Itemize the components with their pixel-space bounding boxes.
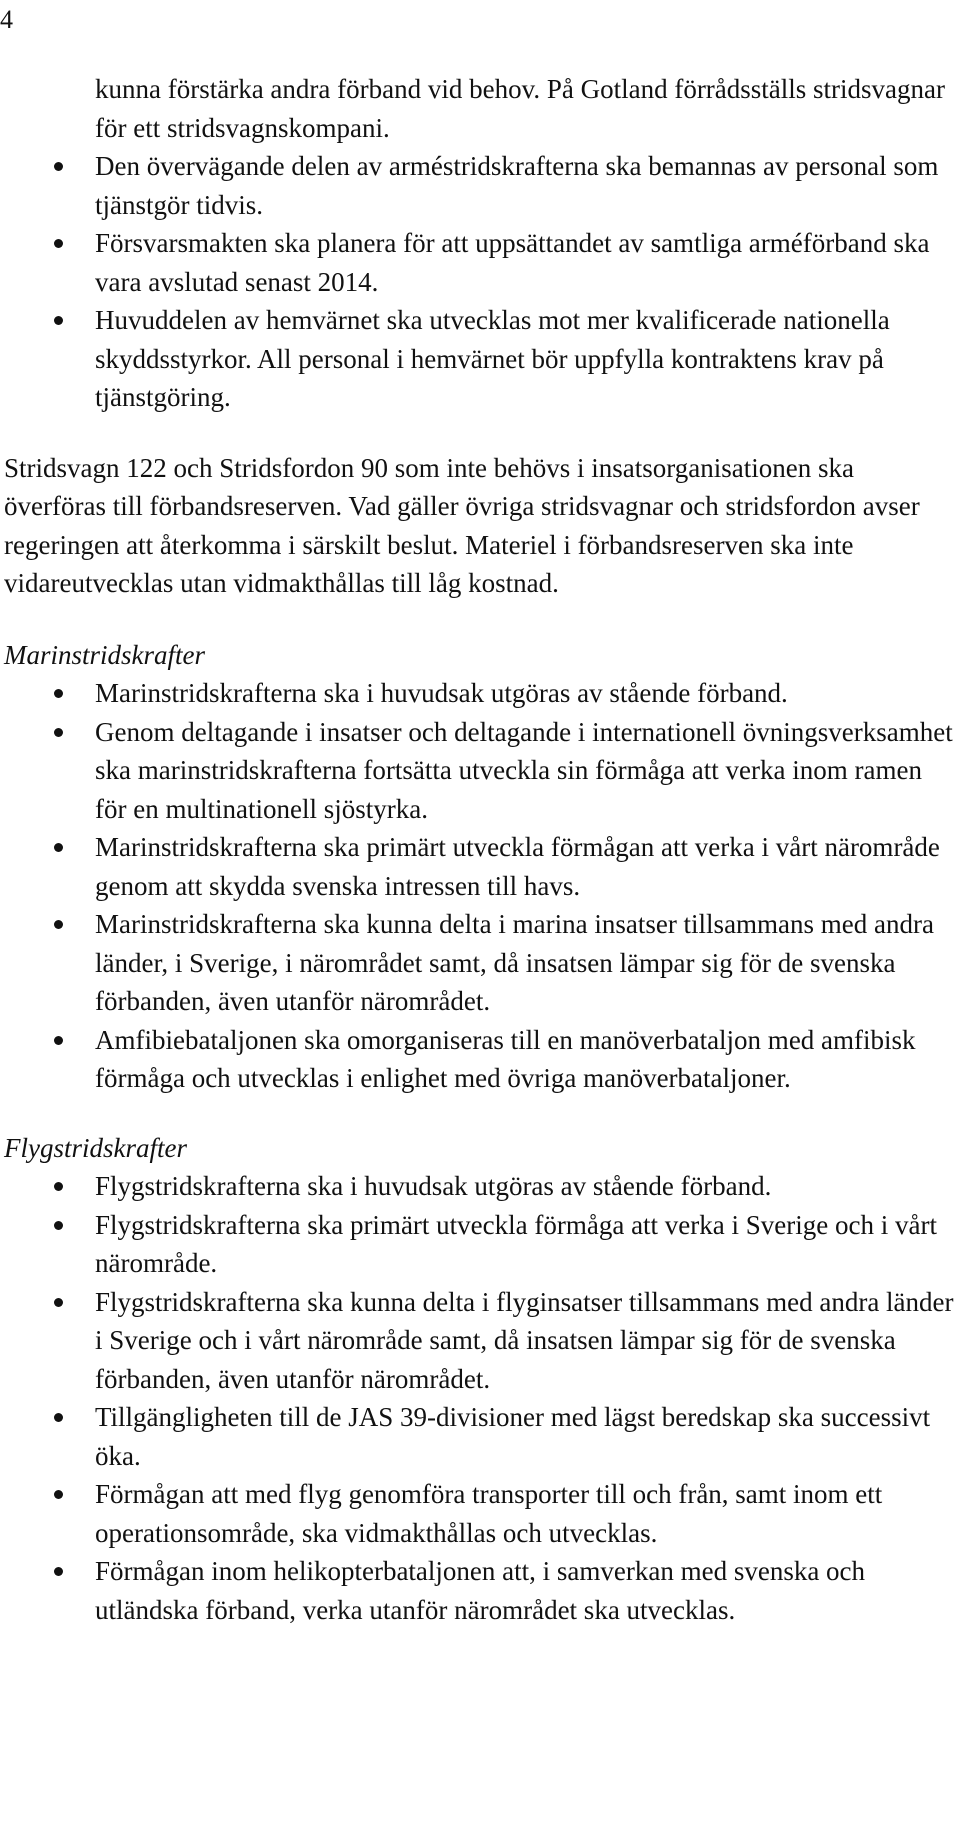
bullet-icon bbox=[54, 162, 63, 171]
list-item-text: Förmågan inom helikopterbataljonen att, i samverkan med svenska och utländska förband, verka utanför närområdet ska utvecklas. bbox=[95, 1556, 866, 1625]
list-item-text: Marinstridskrafterna ska primärt utveckla förmågan att verka i vårt närområde genom att skydda svenska intressen till havs. bbox=[95, 832, 940, 901]
list-item bbox=[4, 1398, 954, 1475]
bullet-icon bbox=[54, 1567, 63, 1576]
section-heading-marin: Marinstridskrafter bbox=[4, 639, 206, 670]
list-item-text: Genom deltagande i insatser och deltagande i internationell övningsverksamhet ska marinstridskrafterna fortsätta utveckla sin förmåga att verka inom ramen för en multinationell sjöstyrka. bbox=[95, 716, 953, 824]
list-item-text: Marinstridskrafterna ska i huvudsak utgöras av stående förband. bbox=[95, 678, 788, 708]
bullet-icon bbox=[54, 728, 63, 737]
bullet-icon bbox=[54, 1182, 63, 1191]
list-item-text: Flygstridskrafterna ska kunna delta i flyginsatser tillsammans med andra länder i Sverige och i vårt närområde samt, då insatsen lämpar sig för de svenska förbanden, även utanför närområdet. bbox=[95, 1286, 954, 1394]
list-item bbox=[4, 1475, 954, 1552]
list-item bbox=[4, 224, 954, 301]
flyg-bullet-list bbox=[4, 1167, 954, 1629]
body-paragraph: Stridsvagn 122 och Stridsfordon 90 som inte behövs i insatsorganisationen ska överföras till förbandsreserven. Vad gäller övriga stridsvagnar och stridsfordon avser regeringen att återkomma i särskilt beslut. Materiel i förbandsreserven ska inte vidareutvecklas utan vidmakthållas till låg kostnad. bbox=[4, 452, 920, 598]
bullet-icon bbox=[54, 1221, 63, 1230]
bullet-icon bbox=[54, 920, 63, 929]
list-item bbox=[4, 1283, 954, 1399]
bullet-icon bbox=[54, 843, 63, 852]
list-item-text: Marinstridskrafterna ska kunna delta i marina insatser tillsammans med andra länder, i Sverige, i närområdet samt, då insatsen lämpar sig för de svenska förbanden, även utanför närområdet. bbox=[95, 909, 934, 1016]
list-item bbox=[4, 828, 954, 905]
list-item-text: Tillgängligheten till de JAS 39-divisioner med lägst beredskap ska successivt öka. bbox=[95, 1402, 931, 1471]
list-item-text: Försvarsmakten ska planera för att uppsättandet av samtliga arméförband ska vara avslutad senast 2014. bbox=[95, 228, 930, 297]
list-item-continuation bbox=[4, 70, 954, 147]
bullet-icon bbox=[54, 1490, 63, 1499]
page-number: 4 bbox=[0, 5, 13, 34]
list-item bbox=[4, 674, 954, 713]
list-item-text: Förmågan att med flyg genomföra transporter till och från, samt inom ett operationsområde, ska vidmakthållas och utvecklas. bbox=[95, 1479, 883, 1548]
list-item bbox=[4, 1021, 954, 1098]
list-item-text: Amfibiebataljonen ska omorganiseras till en manöverbataljon med amfibisk förmåga och utvecklas i enlighet med övriga manöverbataljoner. bbox=[95, 1024, 916, 1093]
list-item bbox=[4, 301, 954, 417]
list-item-text: Flygstridskrafterna ska i huvudsak utgöras av stående förband. bbox=[95, 1171, 772, 1201]
list-item bbox=[4, 1167, 954, 1206]
page-content bbox=[4, 70, 954, 1629]
list-item-text: Flygstridskrafterna ska primärt utveckla förmåga att verka i Sverige och i vårt närområde. bbox=[95, 1209, 937, 1278]
list-item-text: Huvuddelen av hemvärnet ska utvecklas mot mer kvalificerade nationella skyddsstyrkor. All personal i hemvärnet bör uppfylla kontraktens krav på tjänstgöring. bbox=[95, 305, 890, 412]
list-item bbox=[4, 147, 954, 224]
bullet-icon bbox=[54, 1413, 63, 1422]
list-item bbox=[4, 905, 954, 1021]
bullet-icon bbox=[54, 316, 63, 325]
list-item bbox=[4, 1552, 954, 1629]
bullet-icon bbox=[54, 1298, 63, 1307]
list-item bbox=[4, 713, 954, 829]
section-heading-flyg: Flygstridskrafter bbox=[4, 1132, 187, 1163]
bullet-icon bbox=[54, 1036, 63, 1045]
list-item-text: Den övervägande delen av arméstridskrafterna ska bemannas av personal som tjänstgör tidvis. bbox=[95, 151, 939, 220]
intro-bullet-list bbox=[4, 70, 954, 417]
list-item-text: kunna förstärka andra förband vid behov. På Gotland förrådsställs stridsvagnar för ett stridsvagnskompani. bbox=[95, 74, 946, 143]
bullet-icon bbox=[54, 239, 63, 248]
bullet-icon bbox=[54, 689, 63, 698]
marin-bullet-list bbox=[4, 674, 954, 1098]
list-item bbox=[4, 1206, 954, 1283]
